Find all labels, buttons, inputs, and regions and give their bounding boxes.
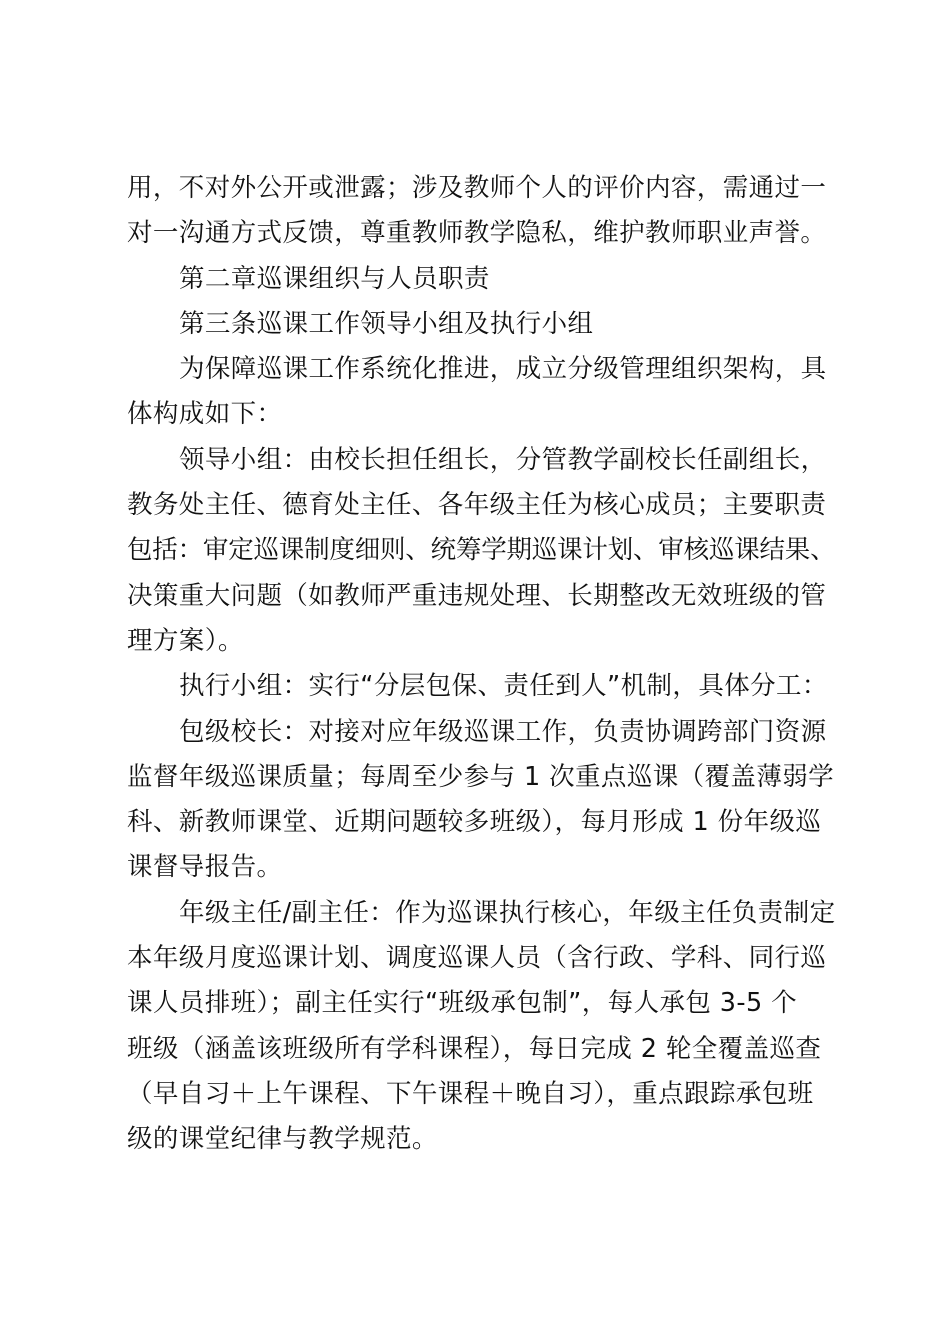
text-line: 第三条巡课工作领导小组及执行小组 [179, 308, 594, 339]
text-line: 级的课堂纪律与教学规范。 [127, 1124, 438, 1155]
text-line: 包级校长：对接对应年级巡课工作，负责协调跨部门资源 [179, 716, 827, 747]
text-line: 执行小组：实行“分层包保、责任到人”机制，具体分工： [179, 671, 828, 702]
text-line: 年级主任/副主任：作为巡课执行核心，年级主任负责制定 [179, 897, 836, 928]
text-line: 决策重大问题（如教师严重违规处理、长期整改无效班级的管 [127, 580, 827, 611]
article-3-title [127, 302, 837, 347]
text-line: 理方案）。 [127, 625, 244, 656]
text-line: 为保障巡课工作系统化推进，成立分级管理组织架构，具 [179, 354, 827, 385]
text-line: 第二章巡课组织与人员职责 [179, 263, 490, 294]
p-confidentiality [127, 166, 837, 257]
p-execution-group [127, 664, 837, 709]
p-leadership-group [127, 438, 837, 664]
text-line: 课人员排班）；副主任实行“班级承包制”，每人承包 3-5 个 [127, 988, 798, 1019]
text-line: 体构成如下： [127, 399, 283, 430]
text-line: 对一沟通方式反馈，尊重教师教学隐私，维护教师职业声誉。 [127, 218, 827, 249]
p-intro [127, 347, 837, 438]
text-line: 领导小组：由校长担任组长，分管教学副校长任副组长， [179, 444, 827, 475]
text-line: 课督导报告。 [127, 852, 283, 883]
text-line: 班级（涵盖该班级所有学科课程），每日完成 2 轮全覆盖巡查 [127, 1033, 822, 1064]
text-line: 科、新教师课堂、近期问题较多班级），每月形成 1 份年级巡 [127, 807, 822, 838]
text-line: 用，不对外公开或泄露；涉及教师个人的评价内容，需通过一 [127, 173, 827, 203]
p-grade-director [127, 891, 837, 1163]
text-line: 本年级月度巡课计划、调度巡课人员（含行政、学科、同行巡 [127, 943, 827, 974]
p-grade-principal [127, 710, 837, 891]
text-line: （早自习＋上午课程、下午课程＋晚自习），重点跟踪承包班 [127, 1078, 814, 1109]
text-line: 教务处主任、德育处主任、各年级主任为核心成员；主要职责 [127, 490, 827, 521]
document-body [127, 166, 837, 1163]
chapter-2-title [127, 257, 837, 302]
text-line: 监督年级巡课质量；每周至少参与 1 次重点巡课（覆盖薄弱学 [127, 761, 835, 792]
text-line: 包括：审定巡课制度细则、统筹学期巡课计划、审核巡课结果、 [127, 535, 836, 566]
